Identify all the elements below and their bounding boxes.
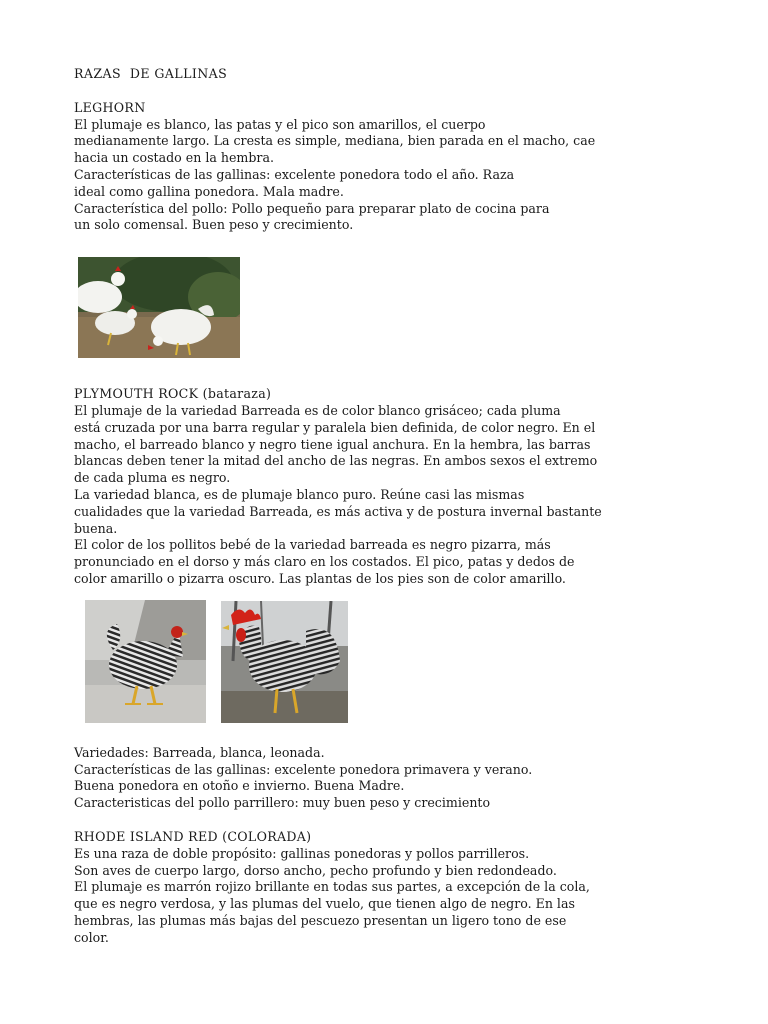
leghorn-heading: LEGHORN bbox=[74, 99, 146, 115]
plymouth-line: está cruzada por una barra regular y paralela bien definida, de color negro. En el bbox=[74, 419, 596, 435]
spacer bbox=[74, 812, 594, 829]
leghorn-line: El plumaje es blanco, las patas y el pico son amarillos, el cuerpo bbox=[74, 116, 486, 132]
leghorn-line: Características de las gallinas: excelente ponedora todo el año. Raza bbox=[74, 166, 515, 182]
plymouth-after-line: Caracteristicas del pollo parrillero: muy buen peso y crecimiento bbox=[74, 795, 491, 811]
plymouth-line: La variedad blanca, es de plumaje blanco puro. Reúne casi las mismas bbox=[74, 486, 525, 502]
rhode-line: que es negro verdosa, y las plumas del vuelo, que tienen algo de negro. En las bbox=[74, 896, 575, 912]
leghorn-line: un solo comensal. Buen peso y crecimiento. bbox=[74, 217, 354, 233]
plymouth-line: El plumaje de la variedad Barreada es de color blanco grisáceo; cada pluma bbox=[74, 402, 561, 418]
plymouth-line: pronunciado en el dorso y más claro en los costados. El pico, patas y dedos de bbox=[74, 554, 575, 570]
plymouth-after-line: Características de las gallinas: excelente ponedora primavera y verano. bbox=[74, 761, 533, 777]
leghorn-line: ideal como gallina ponedora. Mala madre. bbox=[74, 183, 344, 199]
plymouth-hen-photo bbox=[85, 600, 206, 723]
plymouth-line: blancas deben tener la mitad del ancho de las negras. En ambos sexos el extremo bbox=[74, 453, 598, 469]
plymouth-line: buena. bbox=[74, 520, 118, 536]
rhode-line: Son aves de cuerpo largo, dorso ancho, pecho profundo y bien redondeado. bbox=[74, 862, 557, 878]
plymouth-after-line: Variedades: Barreada, blanca, leonada. bbox=[74, 744, 325, 760]
rhode-heading: RHODE ISLAND RED (COLORADA) bbox=[74, 828, 312, 844]
plymouth-line: cualidades que la variedad Barreada, es más activa y de postura invernal bastante bbox=[74, 503, 602, 519]
leghorn-line: medianamente largo. La cresta es simple, mediana, bien parada en el macho, cae bbox=[74, 133, 596, 149]
plymouth-after-line: Buena ponedora en otoño e invierno. Buena Madre. bbox=[74, 778, 405, 794]
rhode-line: El plumaje es marrón rojizo brillante en todas sus partes, a excepción de la cola, bbox=[74, 879, 590, 895]
plymouth-line: macho, el barreado blanco y negro tiene igual anchura. En la hembra, las barras bbox=[74, 436, 591, 452]
document-body bbox=[74, 66, 602, 947]
plymouth-line: color amarillo o pizarra oscuro. Las plantas de los pies son de color amarillo. bbox=[74, 570, 566, 586]
rhode-line: Es una raza de doble propósito: gallinas ponedoras y pollos parrilleros. bbox=[74, 845, 530, 861]
leghorn-photo bbox=[78, 257, 240, 358]
plymouth-line: de cada pluma es negro. bbox=[74, 470, 231, 486]
plymouth-line: El color de los pollitos bebé de la variedad barreada es negro pizarra, más bbox=[74, 537, 551, 553]
plymouth-rooster-photo bbox=[221, 601, 348, 723]
rhode-line: hembras, las plumas más bajas del pescuezo presentan un ligero tono de ese bbox=[74, 912, 567, 928]
document-title: RAZAS DE GALLINAS bbox=[74, 66, 228, 81]
rhode-line: color. bbox=[74, 929, 109, 945]
leghorn-line: hacia un costado en la hembra. bbox=[74, 150, 274, 166]
leghorn-line: Característica del pollo: Pollo pequeño para preparar plato de cocina para bbox=[74, 200, 550, 216]
plymouth-heading: PLYMOUTH ROCK (bataraza) bbox=[74, 386, 272, 402]
